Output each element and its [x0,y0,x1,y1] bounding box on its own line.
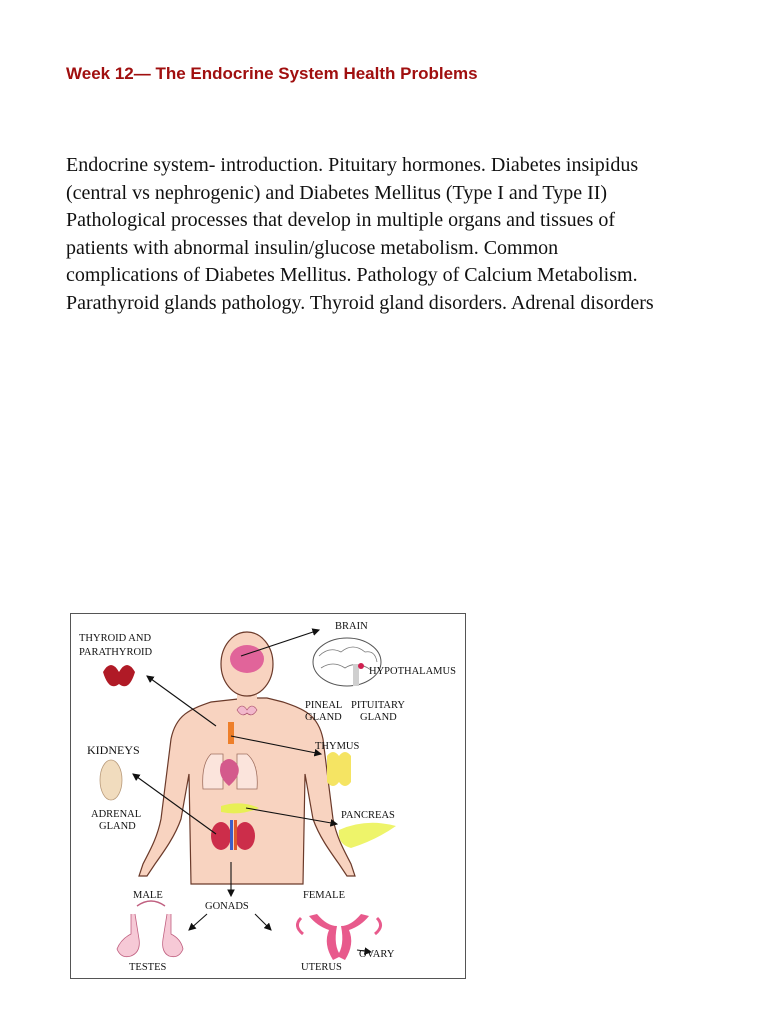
label-brain: BRAIN [335,621,368,632]
label-adrenal-line1: ADRENAL [91,809,142,820]
pancreas-callout-icon [339,823,396,848]
label-pineal-line1: PINEAL [305,700,343,711]
label-thyroid-line1: THYROID AND [79,633,152,644]
body-line: patients with abnormal insulin/glucose metabolism. Common [66,236,559,259]
trachea-organ [228,722,234,744]
label-male: MALE [133,890,163,901]
testes-icon [117,901,183,957]
brain-organ [230,645,264,673]
label-hypothalamus: HYPOTHALAMUS [369,666,456,677]
label-gonads: GONADS [205,901,249,912]
right-kidney [235,822,255,850]
label-ovary: OVARY [359,949,395,960]
body-line: Parathyroid glands pathology. Thyroid gland disorders. Adrenal disorders [66,291,654,314]
label-pineal-line2: GLAND [305,712,342,723]
body-paragraph [66,152,716,318]
label-uterus: UTERUS [301,962,342,973]
endocrine-diagram [71,614,467,980]
label-pituitary-line1: PITUITARY [351,700,405,711]
label-kidneys: KIDNEYS [87,743,140,757]
label-pancreas: PANCREAS [341,810,395,821]
label-testes: TESTES [129,962,167,973]
label-thyroid-line2: PARATHYROID [79,647,153,658]
kidney-callout-icon [100,760,122,800]
left-kidney [211,822,231,850]
label-pituitary-line2: GLAND [360,712,397,723]
page-title: Week 12— The Endocrine System Health Problems [66,64,478,83]
thyroid-callout-icon [103,665,135,686]
label-thymus: THYMUS [315,741,360,752]
body-line: complications of Diabetes Mellitus. Pathology of Calcium Metabolism. [66,264,638,287]
thymus-callout-icon [327,752,351,786]
vessel-blue [230,820,233,850]
brain-callout-icon [313,638,381,686]
endocrine-system-figure [70,613,466,979]
label-adrenal-line2: GLAND [99,821,136,832]
vessel-red [234,820,237,850]
body-line: Pathological processes that develop in multiple organs and tissues of [66,209,615,232]
label-female: FEMALE [303,890,345,901]
body-line: Endocrine system- introduction. Pituitary hormones. Diabetes insipidus [66,154,639,176]
body-line: (central vs nephrogenic) and Diabetes Mellitus (Type I and Type II) [66,181,608,204]
